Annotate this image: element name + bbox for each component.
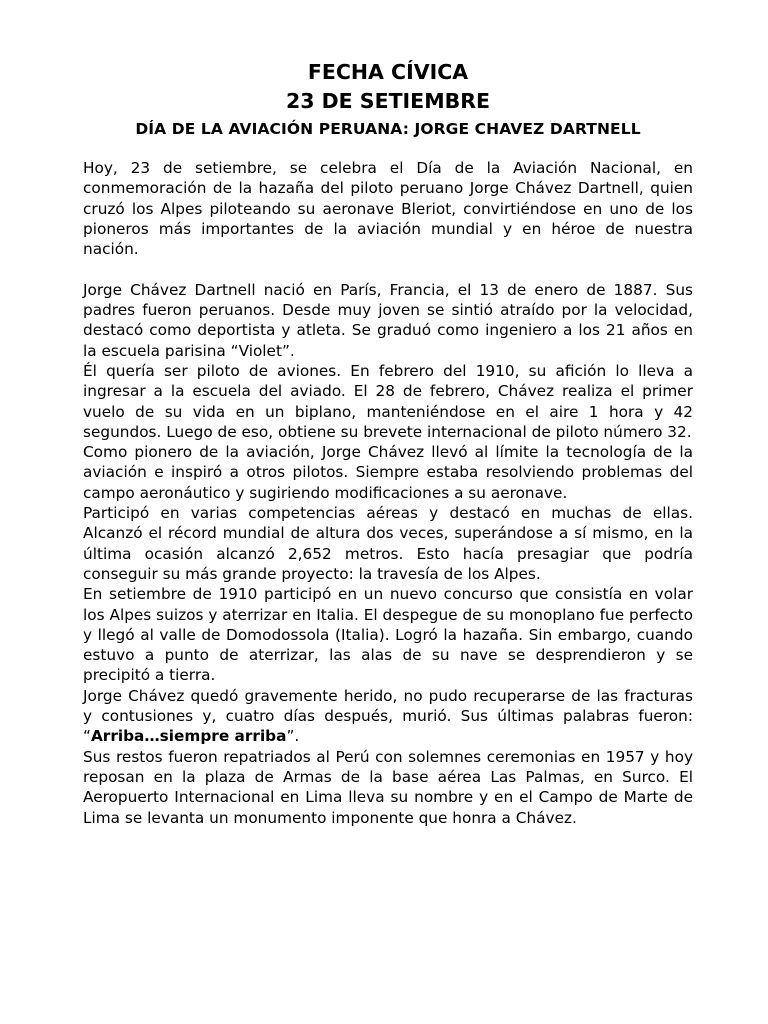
paragraph-death bbox=[83, 686, 693, 747]
paragraph-birth: Jorge Chávez Dartnell nació en París, Francia, el 13 de enero de 1887. Sus padres fueron peruanos. Desde muy joven se sintió atraído por la velocidad, destacó como deportista y atleta. Se graduó como ingeniero a los 21 años en la escuela parisina “Violet”. bbox=[83, 280, 693, 360]
paragraph-pioneer: Como pionero de la aviación, Jorge Chávez llevó al límite la tecnología de la aviación e inspiró a otros pilotos. Siempre estaba resolviendo problemas del campo aeronáutico y sugiriendo modificaciones a su aeronave. bbox=[83, 443, 693, 502]
title-line-2: 23 DE SETIEMBRE bbox=[285, 89, 491, 113]
page-subtitle: DÍA DE LA AVIACIÓN PERUANA: JORGE CHAVEZ DARTNELL bbox=[135, 120, 641, 138]
last-words-quote: Arriba…siempre arriba bbox=[90, 727, 287, 746]
death-text-end: ”. bbox=[286, 727, 300, 746]
paragraph-legacy: Sus restos fueron repatriados al Perú con solemnes ceremonias en 1957 y hoy reposan en la plaza de Armas de la base aérea Las Palmas, en Surco. El Aeropuerto Internacional en Lima lleva su nombre y en el Campo de Marte de Lima se levanta un monumento imponente que honra a Chávez. bbox=[83, 747, 693, 827]
paragraph-competitions: Participó en varias competencias aéreas y destacó en muchas de ellas. Alcanzó el récord mundial de altura dos veces, superándose a sí mismo, en la última ocasión alcanzó 2,652 metros. Esto hacía presagiar que podría conseguir su más grande proyecto: la travesía de los Alpes. bbox=[83, 504, 693, 583]
paragraph-pilot: Él quería ser piloto de aviones. En febrero del 1910, su afición lo lleva a ingresar a la escuela del aviado. El 28 de febrero, Chávez realiza el primer vuelo de su vida en un biplano, manteniéndose en el aire 1 hora y 42 segundos. Luego de eso, obtiene su brevete internacional de piloto número 32. bbox=[83, 361, 693, 441]
death-text: Jorge Chávez quedó gravemente herido, no pudo recuperarse de las fracturas y contusiones y, cuatro días después, murió. Sus últimas palabras fueron: “ bbox=[83, 686, 693, 746]
document-page bbox=[83, 58, 693, 828]
page-title bbox=[83, 58, 693, 116]
title-line-1: FECHA CÍVICA bbox=[307, 60, 469, 84]
paragraph-alps: En setiembre de 1910 participó en un nuevo concurso que consistía en volar los Alpes suizos y aterrizar en Italia. El despegue de su monoplano fue perfecto y llegó al valle de Domodossola (Italia). Logró la hazaña. Sin embargo, cuando estuvo a punto de aterrizar, las alas de su nave se desprendieron y se precipitó a tierra. bbox=[83, 585, 693, 685]
paragraph-spacer bbox=[83, 259, 693, 279]
paragraph-intro: Hoy, 23 de setiembre, se celebra el Día de la Aviación Nacional, en conmemoración de la hazaña del piloto peruano Jorge Chávez Dartnell, quien cruzó los Alpes piloteando su aeronave Bleriot, convirtiéndose en uno de los pioneros más importantes de la aviación mundial y en héroe de nuestra nación. bbox=[83, 159, 693, 259]
article-body bbox=[83, 158, 693, 828]
